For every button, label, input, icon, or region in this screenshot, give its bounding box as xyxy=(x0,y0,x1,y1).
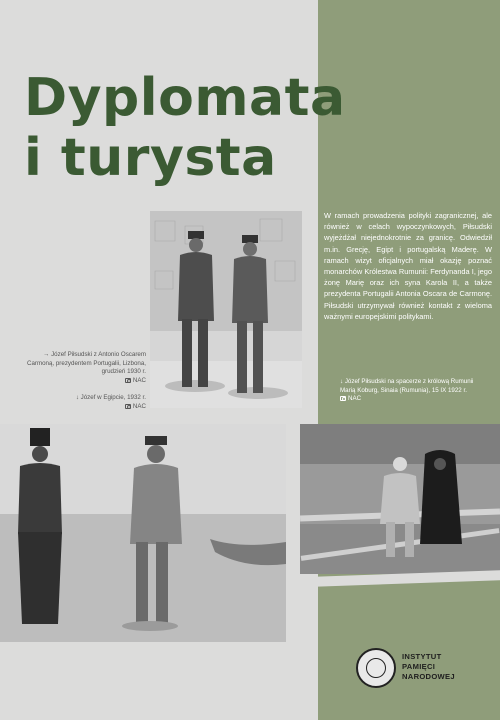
intro-paragraph: W ramach prowadzenia polityki zagranicznej, ale również w celach wypoczynkowych, Piłsudski wyjeżdżał niejednokrotnie za granicę. Odwiedził m.in. Grecję, Egipt i portugalską Maderę. W ramach wizyt oficjalnych miał okazję poznać monarchów Królestwa Rumunii: Ferdynanda I, jego żonę Marię oraz ich syna Karola II, a także prezydenta Portugalii Antonia Oscara de Carmonę. Piłsudski utrzymywał również kontakt z wieloma ważnymi europejskimi politykami. xyxy=(324,211,492,321)
caption-sinaia xyxy=(340,378,490,404)
caption-lisbon-source: NAC xyxy=(132,376,146,384)
logo-line-2: PAMIĘCI xyxy=(402,662,436,671)
caption-egypt xyxy=(16,394,146,411)
camera-icon xyxy=(125,404,131,409)
caption-sinaia-source: NAC xyxy=(348,395,362,403)
photo-lisbon xyxy=(150,211,302,408)
photo-egypt xyxy=(0,424,286,642)
caption-lisbon-text: → Józef Piłsudski z Antonio Oscarem Carmoną, prezydentem Portugalii, Lizbona, grudzień 1930 r. xyxy=(26,351,146,376)
caption-lisbon xyxy=(16,351,146,385)
camera-icon xyxy=(125,378,131,383)
title-line-2: i turysta xyxy=(24,128,277,188)
camera-icon xyxy=(340,396,346,401)
ipn-seal-icon xyxy=(356,648,396,688)
photo-sinaia xyxy=(300,424,500,574)
page-title xyxy=(24,68,346,188)
institution-logo-text xyxy=(402,652,455,682)
title-line-1: Dyplomata xyxy=(24,68,346,128)
logo-line-1: INSTYTUT xyxy=(402,652,442,661)
caption-sinaia-text: ↓ Józef Piłsudski na spacerze z królową Rumunii Marią Koburg, Sinaia (Rumunia), 15 IX 1922 r. xyxy=(340,378,474,394)
eagle-emblem-icon xyxy=(366,658,386,678)
logo-line-3: NARODOWEJ xyxy=(402,672,455,681)
caption-egypt-text: ↓ Józef w Egipcie, 1932 r. xyxy=(75,394,146,401)
caption-egypt-source: NAC xyxy=(132,402,146,410)
